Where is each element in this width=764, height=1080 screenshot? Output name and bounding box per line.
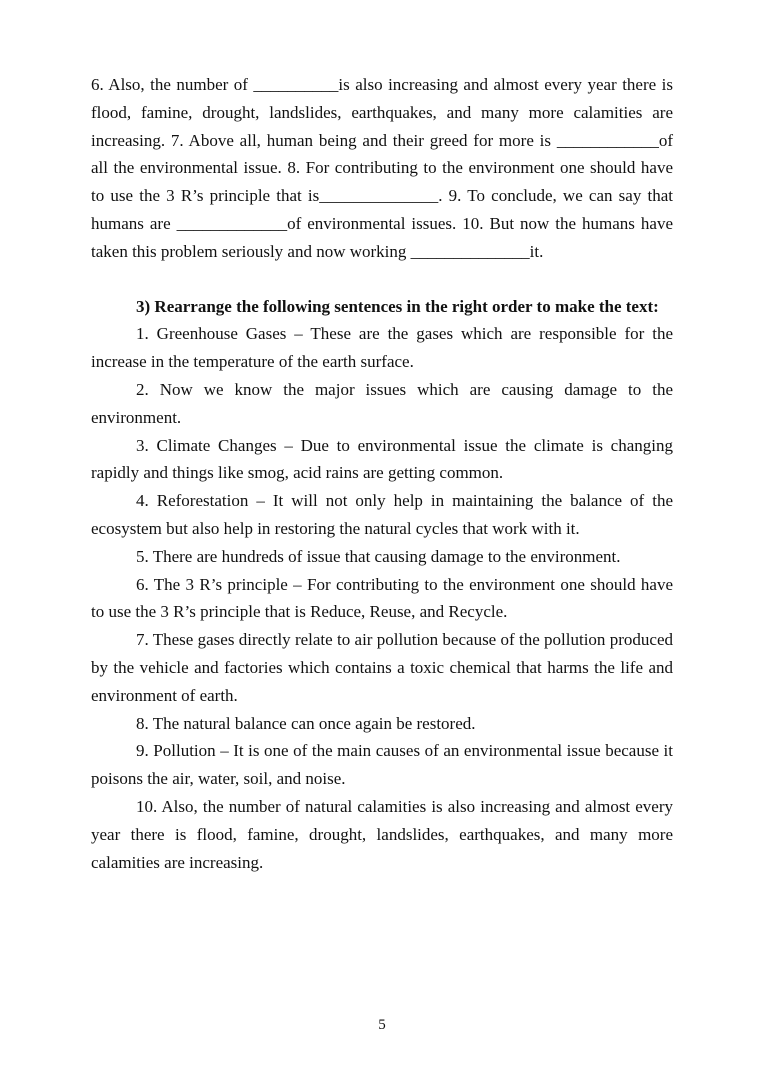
sentence-2: 2. Now we know the major issues which are causing damage to the environment. xyxy=(91,379,673,427)
sentence-5: 5. There are hundreds of issue that causing damage to the environment. xyxy=(136,546,621,566)
sentence-6: 6. The 3 R’s principle – For contributing to the environment one should have to use the 3 R’s principle that is Reduce, Reuse, and Recycle. xyxy=(91,574,673,622)
page-number: 5 xyxy=(378,1017,386,1033)
document-page xyxy=(91,71,673,876)
sentence-3: 3. Climate Changes – Due to environmental issue the climate is changing rapidly and things like smog, acid rains are getting common. xyxy=(91,435,673,483)
sentence-7: 7. These gases directly relate to air pollution because of the pollution produced by the vehicle and factories which contains a toxic chemical that harms the life and environment of earth. xyxy=(91,630,673,705)
sentence-8: 8. The natural balance can once again be restored. xyxy=(136,713,476,733)
sentence-9: 9. Pollution – It is one of the main causes of an environmental issue because it poisons the air, water, soil, and noise. xyxy=(91,741,673,789)
fill-in-paragraph: 6. Also, the number of __________is also increasing and almost every year there is flood, famine, drought, landslides, earthquakes, and many more calamities are increasing. 7. Above all, human being and their greed for more is ____________of all the environmental issue. 8. For contributing to the environment one should have to use the 3 R’s principle that is______________. 9. To conclude, we can say that humans are _____________of environmental issues. 10. But now the humans have taken this problem seriously and now working ______________it. xyxy=(91,75,673,261)
sentence-10: 10. Also, the number of natural calamities is also increasing and almost every year there is flood, famine, drought, landslides, earthquakes, and many more calamities are increasing. xyxy=(91,796,673,872)
sentence-4: 4. Reforestation – It will not only help in maintaining the balance of the ecosystem but also help in restoring the natural cycles that work with it. xyxy=(91,491,673,538)
sentence-1: 1. Greenhouse Gases – These are the gases which are responsible for the increase in the temperature of the earth surface. xyxy=(91,324,673,372)
task-3-heading: 3) Rearrange the following sentences in the right order to make the text: xyxy=(136,296,659,316)
paragraph-spacer xyxy=(91,266,673,293)
